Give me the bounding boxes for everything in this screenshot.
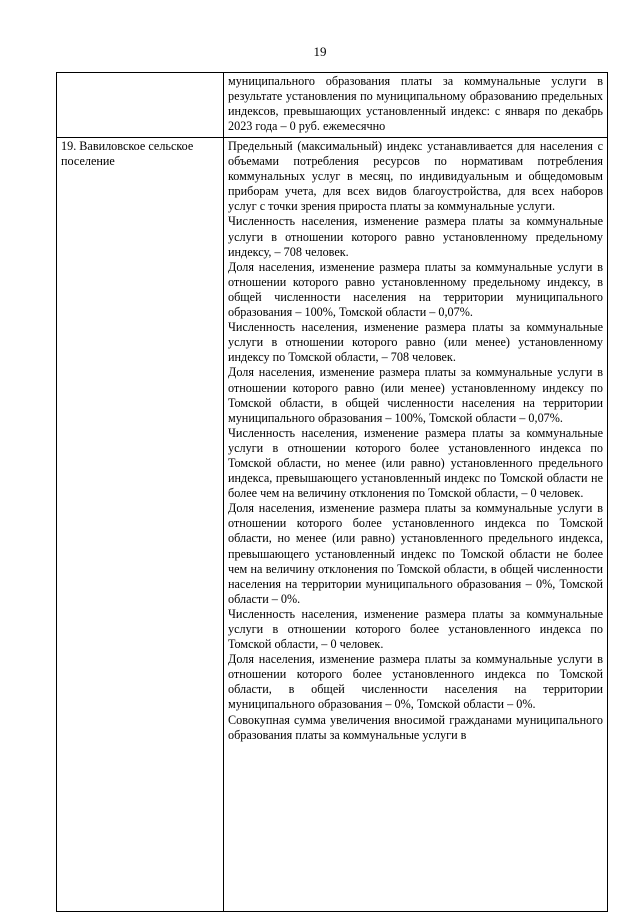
page-number: 19	[313, 44, 327, 59]
paragraph: Совокупная сумма увеличения вносимой гражданами муниципального образования платы за коммунальные услуги в	[228, 712, 603, 742]
paragraph: Численность населения, изменение размера платы за коммунальные услуги в отношении которого равно установленному предельному индексу, – 708 человек.	[228, 214, 603, 259]
paragraph: Предельный (максимальный) индекс устанавливается для населения с объемами потребления ресурсов по нормативам потребления коммунальных услуг в месяц, по индивидуальным и общедомовым приборам учета, для всех видов благоустройства, для всех наборов услуг с точки зрения прироста платы за коммунальные услуги.	[228, 139, 603, 214]
paragraph: Доля населения, изменение размера платы за коммунальные услуги в отношении которого равно (или менее) установленному индексу по Томской области, в общей численности населения на территории муниципального образования – 100%, Томской области – 0,07%.	[228, 365, 603, 425]
table-row	[57, 73, 608, 138]
description-cell	[224, 73, 608, 138]
paragraph: Доля населения, изменение размера платы за коммунальные услуги в отношении которого более установленного индекса по Томской области, в общей численности населения на территории муниципального образования – 0%, Томской области – 0%.	[228, 652, 603, 712]
table-row	[57, 138, 608, 912]
description-cell	[224, 138, 608, 912]
paragraph: Доля населения, изменение размера платы за коммунальные услуги в отношении которого более установленного индекса по Томской области, но менее (или равно) установленного предельного индекса, превышающего установленный индекс по Томской области не более чем на величину отклонения по Томской области, в общей численности населения на территории муниципального образования – 0%, Томской области – 0%.	[228, 501, 603, 606]
paragraph: муниципального образования платы за коммунальные услуги в результате установления по муниципальному образованию предельных индексов, превышающих установленный индекс: с января по декабрь 2023 года – 0 руб. ежемесячно	[228, 74, 603, 134]
index-table	[56, 72, 608, 912]
paragraph: Численность населения, изменение размера платы за коммунальные услуги в отношении которого более установленного индекса по Томской области, но менее (или равно) установленного предельного индекса, превышающего установленный индекс по Томской области не более чем на величину отклонения по Томской области, – 0 человек.	[228, 425, 603, 501]
paragraph: Численность населения, изменение размера платы за коммунальные услуги в отношении которого более установленного индекса по Томской области, – 0 человек.	[228, 606, 603, 652]
paragraph: Доля населения, изменение размера платы за коммунальные услуги в отношении которого равно установленному предельному индексу, в общей численности населения на территории муниципального образования – 100%, Томской области – 0,07%.	[228, 259, 603, 320]
paragraph: Численность населения, изменение размера платы за коммунальные услуги в отношении которого равно (или менее) установленному индексу по Томской области, – 708 человек.	[228, 320, 603, 365]
municipality-cell	[57, 73, 224, 138]
municipality-cell: 19. Вавиловское сельское поселение	[57, 138, 224, 912]
